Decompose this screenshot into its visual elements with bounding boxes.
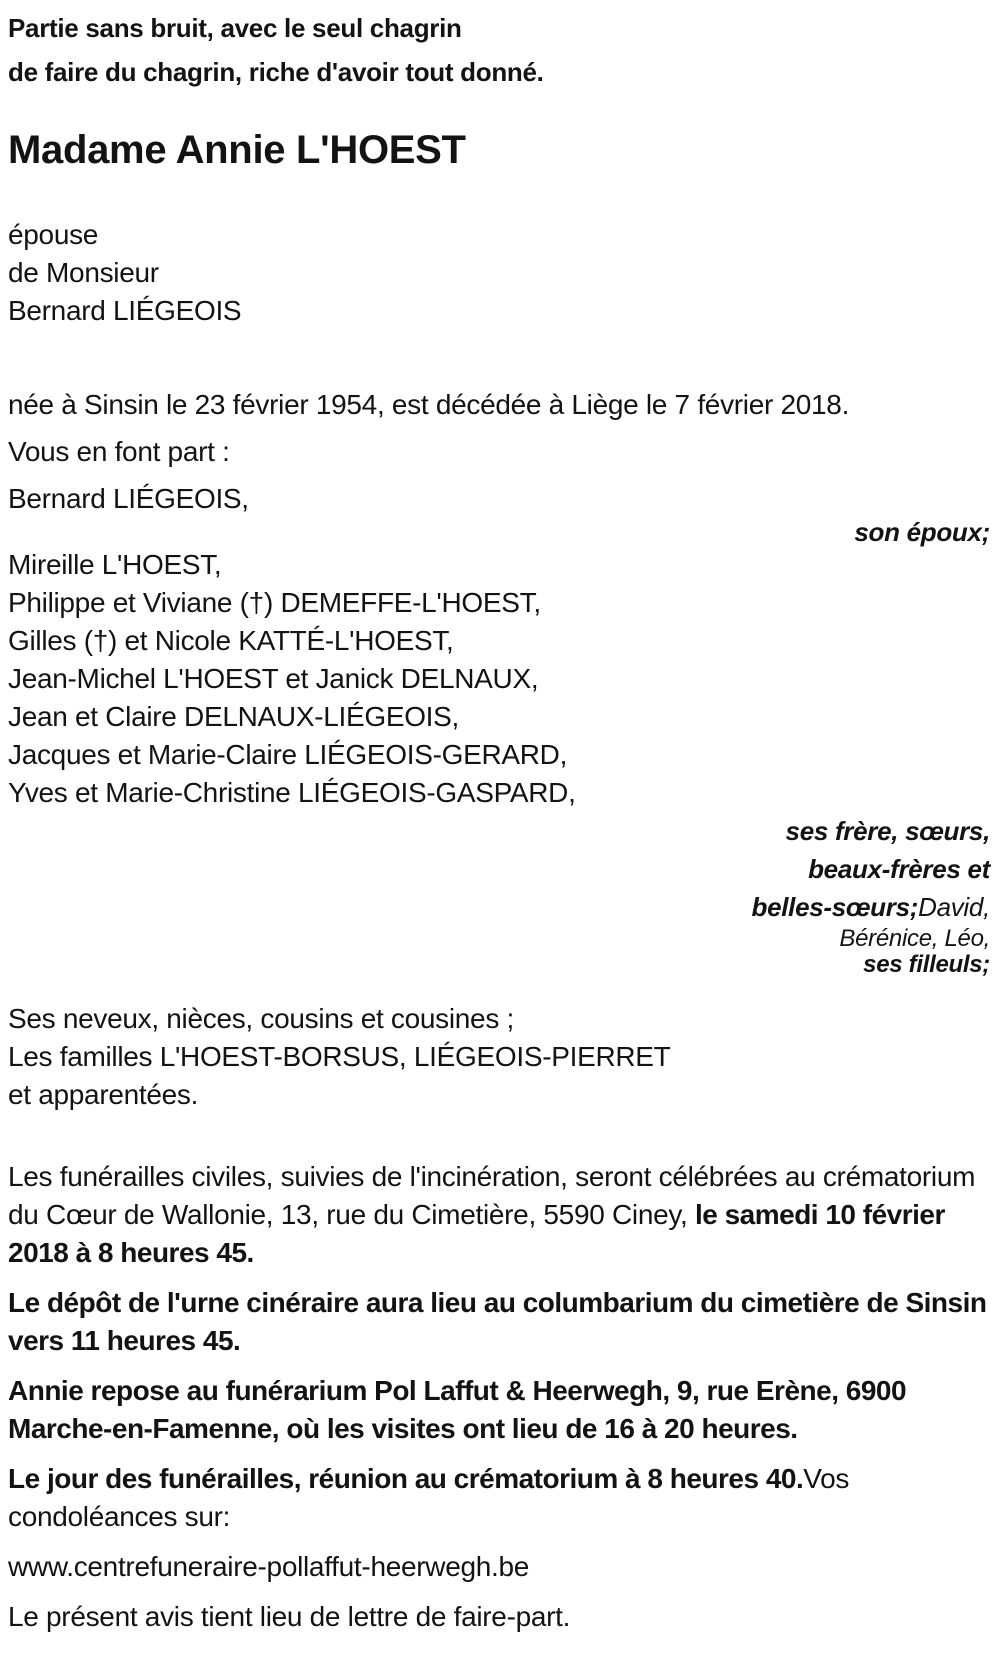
godchildren-names: Bérénice, Léo, [839, 925, 990, 952]
family-member: Gilles (†) et Nicole KATTÉ-L'HOEST, [8, 625, 454, 656]
family-member: Jean et Claire DELNAUX-LIÉGEOIS, [8, 701, 460, 732]
mourner-spouse-role: son époux; [854, 517, 990, 547]
condolences-website[interactable]: www.centrefuneraire-pollaffut-heerwegh.be [8, 1551, 530, 1582]
meeting-text: Le jour des funérailles, réunion au crématorium à 8 heures 40. [8, 1463, 804, 1494]
godchildren-name-david: David, [918, 892, 990, 922]
family-role-line-2: beaux-frères et [808, 854, 990, 884]
family-role-label: belles-sœurs; [751, 892, 919, 922]
funeral-paragraph [8, 1158, 990, 1272]
family-role-line-3 [8, 888, 990, 926]
funeral-text: Les funérailles civiles, suivies de l'incinération, seront célébrées au crématorium du Cœur de Wallonie, 13, rue du Cimetière, 5590 Ciney, [8, 1161, 976, 1230]
family-role-line-1: ses frère, sœurs, [785, 816, 990, 846]
funeral-datetime: le samedi 10 février 2018 à 8 heures 45. [8, 1199, 945, 1268]
condolences-text: Vos condoléances sur: [8, 1463, 850, 1532]
urn-paragraph: Le dépôt de l'urne cinéraire aura lieu au columbarium du cimetière de Sinsin vers 11 heures 45. [8, 1287, 987, 1356]
family-member: Jean-Michel L'HOEST et Janick DELNAUX, [8, 663, 539, 694]
family-member: Philippe et Viviane (†) DEMEFFE-L'HOEST, [8, 587, 541, 618]
deceased-name: Madame Annie L'HOEST [8, 128, 466, 172]
relation-line-epouse: épouse [8, 219, 99, 250]
relation-block [8, 216, 990, 330]
epitaph-line-2: de faire du chagrin, riche d'avoir tout donné. [8, 57, 544, 87]
family-member: Jacques et Marie-Claire LIÉGEOIS-GERARD, [8, 739, 568, 770]
other-mourners-block [8, 1000, 990, 1114]
godchildren-role: ses filleuls; [863, 951, 990, 978]
family-members-block [8, 546, 990, 812]
announcement-intro: Vous en font part : [8, 436, 230, 467]
family-roles-block [8, 812, 990, 978]
notice-line: Le présent avis tient lieu de lettre de faire-part. [8, 1601, 571, 1632]
family-member: Yves et Marie-Christine LIÉGEOIS-GASPARD, [8, 777, 576, 808]
epitaph [8, 6, 990, 94]
family-member: Mireille L'HOEST, [8, 549, 222, 580]
epitaph-line-1: Partie sans bruit, avec le seul chagrin [8, 13, 462, 43]
meeting-paragraph [8, 1460, 990, 1536]
mourner-spouse-name: Bernard LIÉGEOIS, [8, 483, 249, 514]
other-mourners-line-2: Les familles L'HOEST-BORSUS, LIÉGEOIS-PIERRET [8, 1041, 671, 1072]
other-mourners-line-3: et apparentées. [8, 1079, 199, 1110]
repose-paragraph: Annie repose au funérarium Pol Laffut & Heerwegh, 9, rue Erène, 6900 Marche-en-Famenne, où les visites ont lieu de 16 à 20 heures. [8, 1375, 907, 1444]
other-mourners-line-1: Ses neveux, nièces, cousins et cousines ; [8, 1003, 514, 1034]
relation-line-de-monsieur: de Monsieur [8, 257, 159, 288]
life-summary: née à Sinsin le 23 février 1954, est décédée à Liège le 7 février 2018. [8, 389, 850, 420]
relation-line-spouse-name: Bernard LIÉGEOIS [8, 295, 242, 326]
